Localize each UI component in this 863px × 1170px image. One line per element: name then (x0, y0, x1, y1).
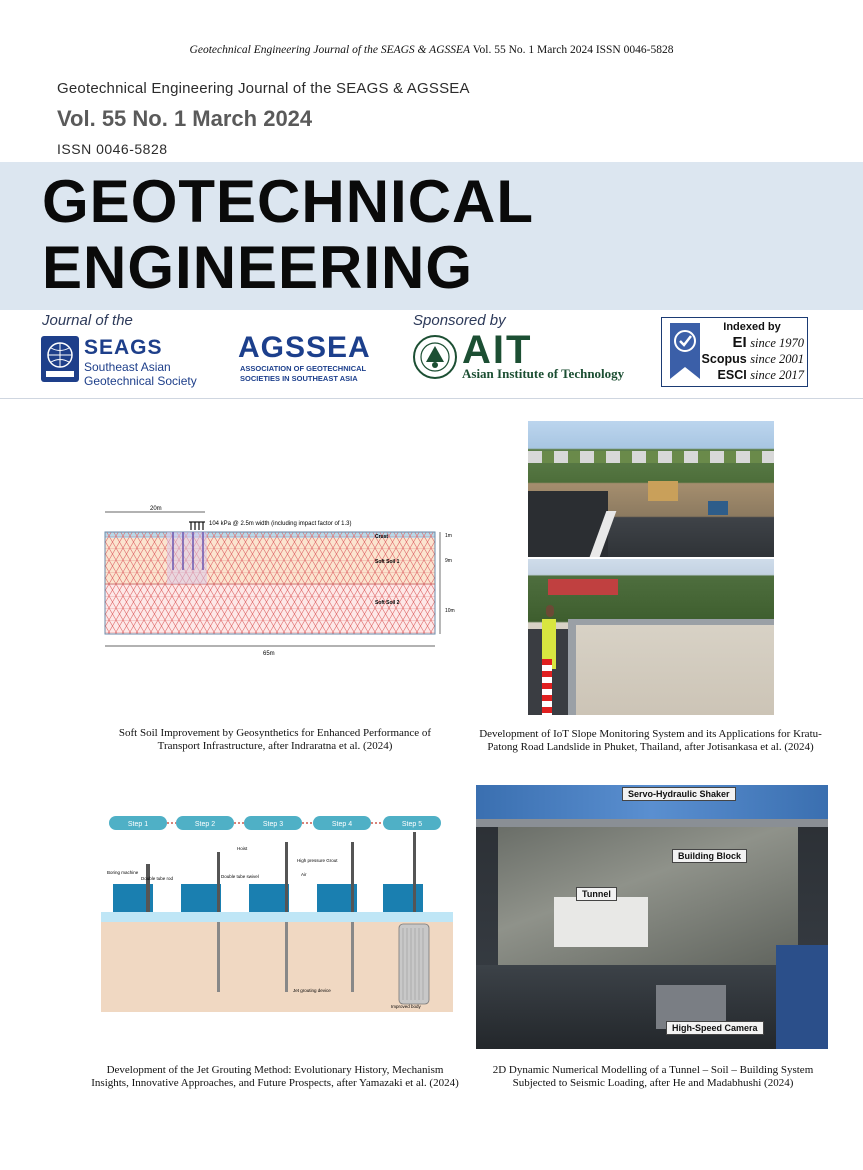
jet-label-swivel: Double tube swivel (221, 874, 259, 879)
tag-camera: High-Speed Camera (666, 1021, 764, 1035)
mesh-depth-3: 10m (445, 608, 455, 614)
jet-grouting-figure (101, 812, 453, 1012)
journal-of-label: Journal of the (42, 312, 133, 329)
seags-abbr: SEAGS (84, 336, 163, 359)
jet-label-hoist: Hoist (237, 846, 248, 851)
sponsored-by-label: Sponsored by (413, 312, 506, 329)
jet-label-boring: Boring machine (107, 870, 139, 875)
article-caption-1: Soft Soil Improvement by Geosynthetics for Enhanced Performance of Transport Infrastructure, after Indraratna et al. (2024) (118, 727, 432, 752)
volume-line: Vol. 55 No. 1 March 2024 (57, 106, 313, 131)
mesh-crust-label: Crust (375, 534, 389, 540)
indexed-heading: Indexed by (723, 321, 781, 333)
ait-abbr: AIT (462, 328, 533, 372)
tag-shaker: Servo-Hydraulic Shaker (622, 787, 736, 801)
mesh-soft1-label: Soft Soil 1 (375, 559, 400, 565)
jet-label-improved: Improved body (391, 1004, 421, 1009)
title-line-2: ENGINEERING (42, 234, 474, 301)
jet-step-2: Step 2 (194, 821, 216, 828)
jet-label-device: Jet grouting device (293, 988, 331, 993)
agssea-logo (238, 332, 371, 384)
journal-name: Geotechnical Engineering Journal of the SEAGS & AGSSEA (57, 80, 470, 97)
agssea-abbr: AGSSEA (238, 331, 371, 364)
mesh-soft2-label: Soft Soil 2 (375, 600, 400, 606)
tag-tunnel: Tunnel (576, 887, 617, 901)
seags-logo (84, 336, 197, 388)
indexed-row-esci: ESCI since 2017 (717, 368, 804, 382)
tag-building: Building Block (672, 849, 747, 863)
mesh-depth-1: 1m (445, 533, 452, 539)
indexed-list (700, 319, 804, 383)
article-caption-3: Development of the Jet Grouting Method: Evolutionary History, Mechanism Insights, Innovative Approaches, and Future Prospects, after Yamazaki et al. (2024) (91, 1064, 459, 1089)
indexed-ribbon-icon (668, 321, 702, 381)
article-caption-4: 2D Dynamic Numerical Modelling of a Tunnel – Soil – Building System Subjected to Seismic Loading, after He and Madabhushi (2024) (492, 1064, 814, 1089)
ait-name: Asian Institute of Technology (462, 366, 625, 381)
ait-seal-icon (412, 334, 458, 380)
jet-label-air: Air (301, 872, 307, 877)
agssea-line1: ASSOCIATION OF GEOTECHNICAL (240, 364, 367, 373)
landslide-photo-top (528, 421, 774, 557)
jet-step-5: Step 5 (401, 821, 423, 828)
landslide-photo-bottom (528, 559, 774, 715)
article-caption-2: Development of IoT Slope Monitoring System and its Applications for Kratu-Patong Road Landslide in Phuket, Thailand, after Jotisankasa et al. (2024) (479, 728, 822, 753)
tunnel-model-photo (476, 785, 828, 1049)
mesh-dim-top: 20m (150, 506, 162, 512)
jet-label-rod: Double tube rod (141, 876, 174, 881)
indexed-row-scopus: Scopus since 2001 (701, 352, 804, 366)
seags-line2: Geotechnical Society (84, 374, 197, 388)
mesh-depth-2: 9m (445, 558, 452, 564)
fe-mesh-figure (95, 500, 465, 660)
jet-step-4: Step 4 (331, 821, 353, 828)
section-divider (0, 398, 863, 399)
mesh-load-label: 104 kPa @ 2.5m width (including impact factor of 1.3) (209, 521, 352, 527)
title-line-1: GEOTECHNICAL (42, 168, 534, 235)
jet-step-1: Step 1 (127, 821, 149, 828)
seags-line1: Southeast Asian (84, 360, 171, 374)
indexed-row-ei: EI since 1970 (732, 334, 804, 351)
issn-line: ISSN 0046-5828 (57, 141, 168, 157)
jet-step-3: Step 3 (262, 821, 284, 828)
mesh-dim-bottom: 65m (263, 651, 275, 657)
running-header (0, 44, 863, 56)
seags-emblem-icon (40, 335, 80, 383)
agssea-line2: SOCIETIES IN SOUTHEAST ASIA (240, 374, 358, 383)
running-header-journal: Geotechnical Engineering Journal of the SEAGS & AGSSEA (189, 44, 471, 56)
jet-label-grout: High pressure Grout (297, 858, 338, 863)
running-header-issue: Vol. 55 No. 1 March 2024 ISSN 0046-5828 (470, 44, 674, 56)
